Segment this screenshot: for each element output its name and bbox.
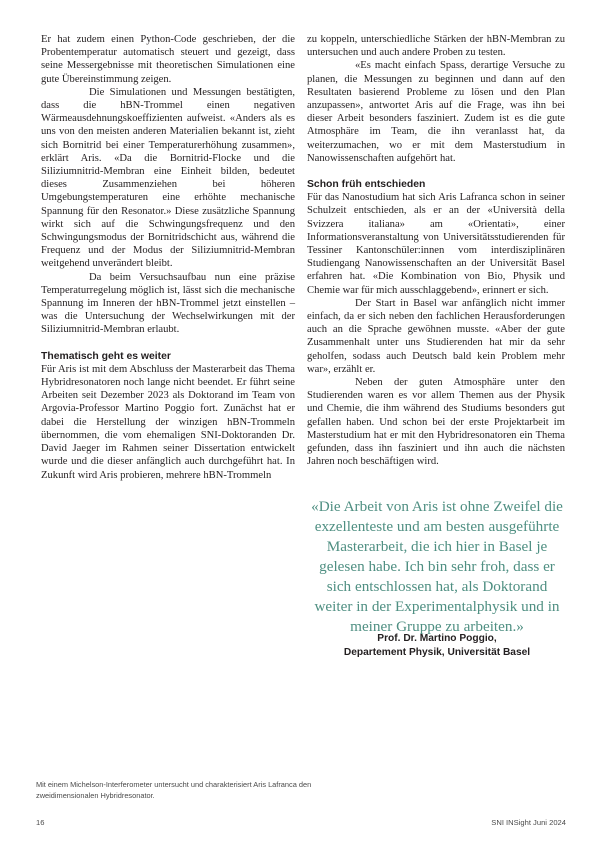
body-paragraph: Da beim Versuchsaufbau nun eine präzise Temperaturregelung möglich ist, lässt sich die mechanische Spannung im Inneren der hBN-Trommel jetzt einstellen – was die Untersuchung der Wechselwirkungen mit der Siliziumnitrid-Membran erlaubt. <box>41 271 295 336</box>
quote-attribution <box>308 632 566 659</box>
left-column <box>41 33 295 482</box>
body-paragraph: Er hat zudem einen Python-Code geschrieben, der die Probentemperatur automatisch steuert und gezeigt, dass seine Messergebnisse mit theoretischen Simulationen eine gute Übereinstimmung zeigen. <box>41 34 295 85</box>
body-paragraph: Neben der guten Atmosphäre unter den Studierenden waren es vor allem Themen aus der Physik und Chemie, die ihm während des Studiums besonders gut gefallen haben. Und schon bei der erste Projektarbeit im Masterstudium hat er mit den Hybridresonatoren ein Thema gefunden, dass ihn fasziniert und ihn auch die nächsten Jahren noch beschäftigen wird. <box>307 377 565 468</box>
body-paragraph: Für Aris ist mit dem Abschluss der Masterarbeit das Thema Hybridresonatoren noch lange nicht beendet. Er führt seine Arbeiten seit Dezember 2023 als Doktorand im Team von Argovia-Professor Martino Poggio fort. Zunächst hat er dabei die Herstellung der winzigen hBN-Trommeln übernommen, die vom ehemaligen SNI-Doktoranden Dr. David Jaeger im Rahmen seiner Dissertation entwickelt wurde und die dieser anfänglich auch durchgeführt hat. In Zukunft wird Aris probieren, mehrere hBN-Trommeln <box>41 363 295 481</box>
body-paragraph: Der Start in Basel war anfänglich nicht immer einfach, da er sich neben den fachlichen Herausforderungen auch an die Sprache gewöhnen musste. «Aber der gute Zusammenhalt unter uns Studierenden hat mir da sehr geholfen, sodass auch Deutsch bald kein Problem mehr war», erzählt er. <box>307 297 565 375</box>
body-paragraph: Die Simulationen und Messungen bestätigten, dass die hBN-Trommel einen negativen Wärmeausdehnungskoeffizienten aufweist. «Anders als es uns von den meisten anderen Materialien bekannt ist, zieht sich Bornitrid bei einer Temperaturerhöhung zusammen», erklärt Aris. «Da die Bornitrid-Flocke und die Siliziumnitrid-Membran eine Einheit bilden, bedeutet dieses Zusammenziehen bei höheren Umgebungstemperaturen eine erhöhte mechanische Spannung für den Resonator.» Diese zusätzliche Spannung wirkt sich auf die Schwingungsfrequenz und den Schwingungsmodus der Bornitridschicht aus, während die Frequenz und der Modus der Siliziumnitrid-Membran weitgehend unverändert bleibt. <box>41 86 295 270</box>
right-column <box>307 33 565 469</box>
image-caption: Mit einem Michelson-Interferometer untersucht und charakterisiert Aris Lafranca den zweidimensionalen Hybridresonator. <box>36 780 312 800</box>
publication-title: SNI INSight Juni 2024 <box>491 818 566 827</box>
pull-quote: «Die Arbeit von Aris ist ohne Zweifel die exzellenteste und am besten ausgeführte Masterarbeit, die ich hier in Basel je gelesen habe. Ich bin sehr froh, dass er sich entschlossen hat, als Doktorand weiter in der Experimentalphysik und in meiner Gruppe zu arbeiten.» <box>311 498 563 635</box>
body-paragraph: «Es macht einfach Spass, derartige Versuche zu planen, die Messungen zu beginnen und dann auf den Resultaten basierend Probleme zu lösen und den Plan anzupassen», antwortet Aris auf die Frage, was ihn bei dieser Arbeit besonders fasziniert. Zudem ist es die gute Atmosphäre im Team, die ihn veranlasst hat, da weiterzumachen, wo er mit dem Masterstudium in Nanowissenschaften aufgehört hat. <box>307 60 565 164</box>
section-heading: Schon früh entschieden <box>307 179 426 191</box>
quote-author: Prof. Dr. Martino Poggio, <box>377 633 497 644</box>
page-number: 16 <box>36 818 45 827</box>
body-paragraph: Für das Nanostudium hat sich Aris Lafranca schon in seiner Schulzeit entschieden, als er an der «Università della Svizzera italiana» am «Orientati», einer Informationsveranstaltung von Universitätsstudierenden für Tessiner Kantonschüler:innen vom interdisziplinären Studiengang Nanowissenschaften an der Universität Basel erfahren hat. «Die Kombination von Bio, Physik und Chemie war für mich ausschlaggebend», erinnert er sich. <box>307 192 565 296</box>
body-paragraph: zu koppeln, unterschiedliche Stärken der hBN-Membran zu untersuchen und auch andere Proben zu testen. <box>307 34 565 59</box>
section-heading: Thematisch geht es weiter <box>41 350 171 362</box>
quote-affiliation: Departement Physik, Universität Basel <box>343 646 531 658</box>
